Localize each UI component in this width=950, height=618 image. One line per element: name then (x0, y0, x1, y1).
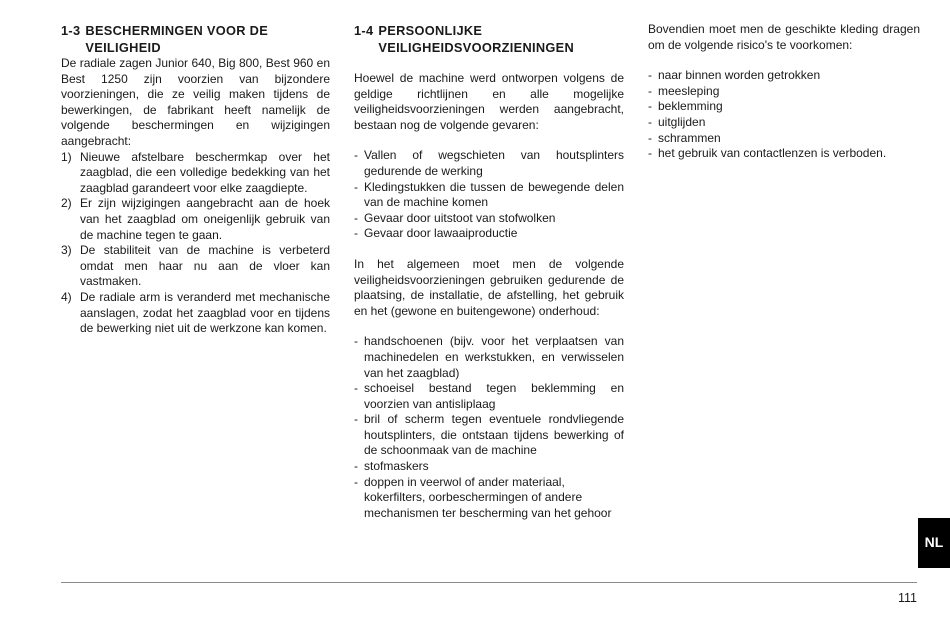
list-item (61, 243, 330, 290)
list-item: - bril of scherm tegen eventuele rondvliegende houtsplinters, die ontstaan tijdens bewerking of de schoonmaak van de machine (354, 412, 624, 458)
section-heading-1-4 (354, 22, 624, 56)
language-tab: NL (918, 518, 950, 568)
item-text: Er zijn wijzigingen aangebracht aan de hoek van het zaagblad om oneigenlijk gebruik van de machine tegen te gaan. (80, 196, 330, 242)
list-item (61, 196, 330, 243)
item-text: meesleping (658, 83, 720, 98)
item-text: De radiale arm is veranderd met mechanische aanslagen, zodat het zaagblad voor en tijdens de bewerking niet uit de werkzone kan komen. (80, 289, 330, 336)
item-text: handschoenen (bijv. voor het verplaatsen van machinedelen en werkstukken, en verwisselen van het zaagblad) (364, 334, 624, 380)
column-middle (354, 22, 624, 521)
list-item: - Kledingstukken die tussen de bewegende delen van de machine komen (354, 179, 624, 210)
list-item: - doppen in veerwol of ander materiaal, kokerfilters, oorbeschermingen of andere mechanismen ter bescherming van het gehoor (354, 475, 624, 522)
item-text: naar binnen worden getrokken (658, 68, 821, 83)
list-item (61, 150, 330, 197)
clothing-intro: Bovendien moet men de geschikte kleding dragen om de volgende risico's te voorkomen: (648, 22, 920, 52)
list-item: - schrammen (648, 131, 920, 147)
footer-divider (61, 582, 917, 583)
section-intro: De radiale zagen Junior 640, Big 800, Best 960 en Best 1250 zijn voorzien van bijzondere voorzieningen, die ze veilig maken tijdens de bewerkingen, de fabrikant heeft namelijk de volgende beschermingen en wijzigingen aangebracht: (61, 56, 330, 148)
item-text: De stabiliteit van de machine is verbeterd omdat men haar nu aan de vloer kan vastmaken. (80, 243, 330, 289)
list-item: - handschoenen (bijv. voor het verplaatsen van machinedelen en werkstukken, en verwisselen van het zaagblad) (354, 334, 624, 380)
risks-list (648, 68, 920, 162)
item-text: beklemming (658, 99, 723, 114)
column-right (648, 22, 920, 162)
item-number: 4) (61, 289, 72, 304)
list-item: - beklemming (648, 99, 920, 115)
section-intro: Hoewel de machine werd ontworpen volgens de geldige richtlijnen en alle mogelijke veiligheidsvoorzieningen werden aangebracht, bestaan nog de volgende gevaren: (354, 71, 624, 132)
item-text: Gevaar door uitstoot van stofwolken (364, 210, 556, 225)
item-text: bril of scherm tegen eventuele rondvliegende houtsplinters, die ontstaan tijdens bewerking of de schoonmaak van de machine (364, 412, 624, 458)
section-title: BESCHERMINGEN VOOR DE VEILIGHEID (85, 23, 269, 55)
list-item: - naar binnen worden getrokken (648, 68, 920, 84)
item-text: uitglijden (658, 114, 706, 129)
item-text: Vallen of wegschieten van houtsplinters gedurende de werking (364, 148, 624, 178)
section-number: 1-3 (61, 23, 81, 38)
item-number: 1) (61, 149, 72, 164)
item-text: stofmaskers (364, 459, 429, 474)
item-text: schoeisel bestand tegen beklemming en voorzien van antisliplaag (364, 381, 624, 411)
page-number: 111 (897, 591, 917, 605)
column-left (61, 22, 330, 337)
equipment-list (354, 334, 624, 521)
list-item (61, 290, 330, 337)
list-item: - stofmaskers (354, 459, 624, 475)
item-text: Gevaar door lawaaiproductie (364, 226, 518, 241)
list-item: - schoeisel bestand tegen beklemming en voorzien van antisliplaag (354, 381, 624, 411)
item-text: Kledingstukken die tussen de bewegende delen van de machine komen (364, 179, 624, 210)
safety-equipment-intro: In het algemeen moet men de volgende veiligheidsvoorzieningen gebruiken gedurende de plaatsing, de installatie, de afstelling, het gebruik en het (gewone en buitengewone) onderhoud: (354, 256, 624, 318)
list-item: - meesleping (648, 84, 920, 100)
protections-list (61, 150, 330, 337)
item-text: schrammen (658, 130, 721, 145)
section-title: PERSOONLIJKE VEILIGHEIDSVOORZIENINGEN (378, 23, 575, 55)
list-item: - uitglijden (648, 115, 920, 131)
item-text: het gebruik van contactlenzen is verboden. (658, 146, 887, 161)
list-item: - Gevaar door lawaaiproductie (354, 226, 624, 242)
item-text: doppen in veerwol of ander materiaal, kokerfilters, oorbeschermingen of andere mechanismen ter bescherming van het gehoor (364, 474, 612, 520)
item-number: 2) (61, 196, 72, 211)
section-heading-1-3 (61, 22, 330, 56)
list-item: - Gevaar door uitstoot van stofwolken (354, 211, 624, 227)
list-item: - Vallen of wegschieten van houtsplinters gedurende de werking (354, 148, 624, 178)
hazards-list (354, 148, 624, 242)
section-number: 1-4 (354, 23, 374, 38)
item-text: Nieuwe afstelbare beschermkap over het zaagblad, die een volledige bedekking van het zaagblad garandeert voor elke zaagdiepte. (80, 149, 330, 195)
item-number: 3) (61, 243, 72, 258)
list-item: - het gebruik van contactlenzen is verboden. (648, 146, 920, 162)
